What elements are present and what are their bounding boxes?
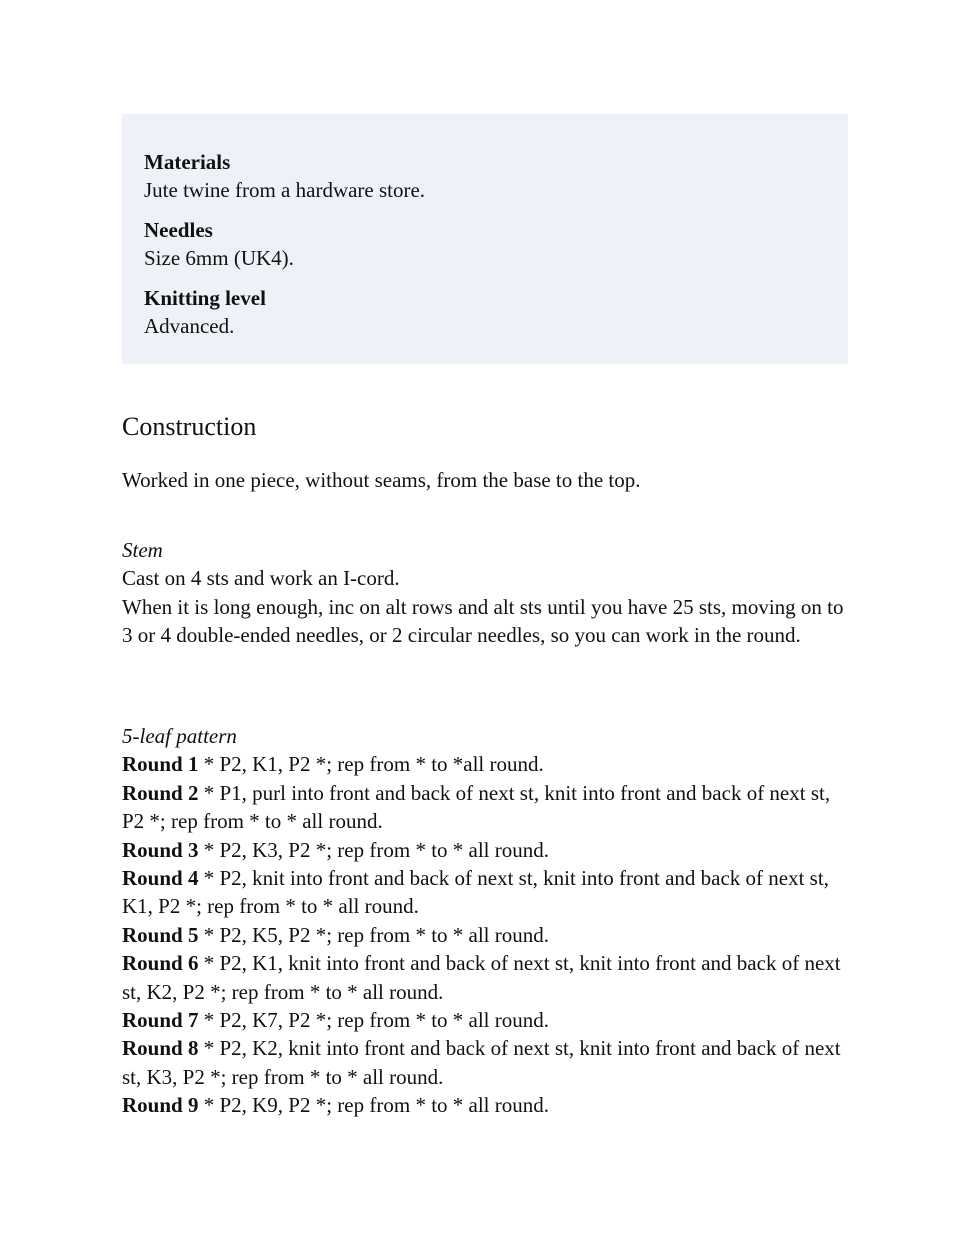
leaf-pattern-heading: 5-leaf pattern (122, 724, 237, 748)
round-8-text: * P2, K2, knit into front and back of next st, knit into front and back of next st, K3, P2 *; rep from * to * all round. (122, 1036, 841, 1089)
round-3-text: * P2, K3, P2 *; rep from * to * all round. (198, 837, 550, 862)
round-3-label: Round 3 (122, 837, 199, 862)
round-1-label: Round 1 (122, 752, 199, 777)
round-5 (122, 921, 848, 949)
round-9-text: * P2, K9, P2 *; rep from * to * all round. (198, 1093, 550, 1118)
round-4 (122, 864, 848, 921)
stem-line-2: When it is long enough, inc on alt rows and alt sts until you have 25 sts, moving on to 3 or 4 double-ended needles, or 2 circular needles, so you can work in the round. (122, 594, 844, 648)
round-6 (122, 949, 848, 1006)
round-4-label: Round 4 (122, 866, 199, 891)
round-5-text: * P2, K5, P2 *; rep from * to * all round. (198, 922, 550, 947)
round-7-text: * P2, K7, P2 *; rep from * to * all round. (198, 1008, 550, 1033)
round-2-label: Round 2 (122, 780, 199, 805)
materials-label: Materials (144, 150, 231, 174)
materials-block (144, 148, 826, 204)
round-8-label: Round 8 (122, 1036, 199, 1061)
stem-section (122, 536, 848, 650)
construction-heading: Construction (122, 412, 257, 441)
round-1 (122, 750, 848, 778)
round-2 (122, 779, 848, 836)
round-1-text: * P2, K1, P2 *; rep from * to *all round. (198, 752, 544, 777)
round-5-label: Round 5 (122, 922, 199, 947)
round-9-label: Round 9 (122, 1093, 199, 1118)
round-3 (122, 836, 848, 864)
needles-label: Needles (144, 218, 213, 242)
round-6-label: Round 6 (122, 951, 199, 976)
stem-line-1: Cast on 4 sts and work an I-cord. (122, 566, 400, 591)
needles-value: Size 6mm (UK4). (144, 246, 294, 270)
materials-info-box (122, 114, 848, 364)
knitting-level-value: Advanced. (144, 314, 235, 338)
construction-intro: Worked in one piece, without seams, from the base to the top. (122, 468, 641, 492)
knitting-level-label: Knitting level (144, 286, 266, 310)
round-4-text: * P2, knit into front and back of next st, knit into front and back of next st, K1, P2 *; rep from * to * all round. (122, 866, 829, 919)
round-6-text: * P2, K1, knit into front and back of next st, knit into front and back of next st, K2, P2 *; rep from * to * all round. (122, 951, 841, 1004)
needles-block (144, 216, 826, 272)
knitting-level-block (144, 284, 826, 340)
round-7-label: Round 7 (122, 1008, 199, 1033)
leaf-pattern-section (122, 722, 848, 1120)
materials-value: Jute twine from a hardware store. (144, 178, 426, 202)
round-9 (122, 1091, 848, 1119)
round-8 (122, 1034, 848, 1091)
round-7 (122, 1006, 848, 1034)
round-2-text: * P1, purl into front and back of next st, knit into front and back of next st, P2 *; rep from * to * all round. (122, 780, 831, 834)
stem-heading: Stem (122, 538, 163, 562)
